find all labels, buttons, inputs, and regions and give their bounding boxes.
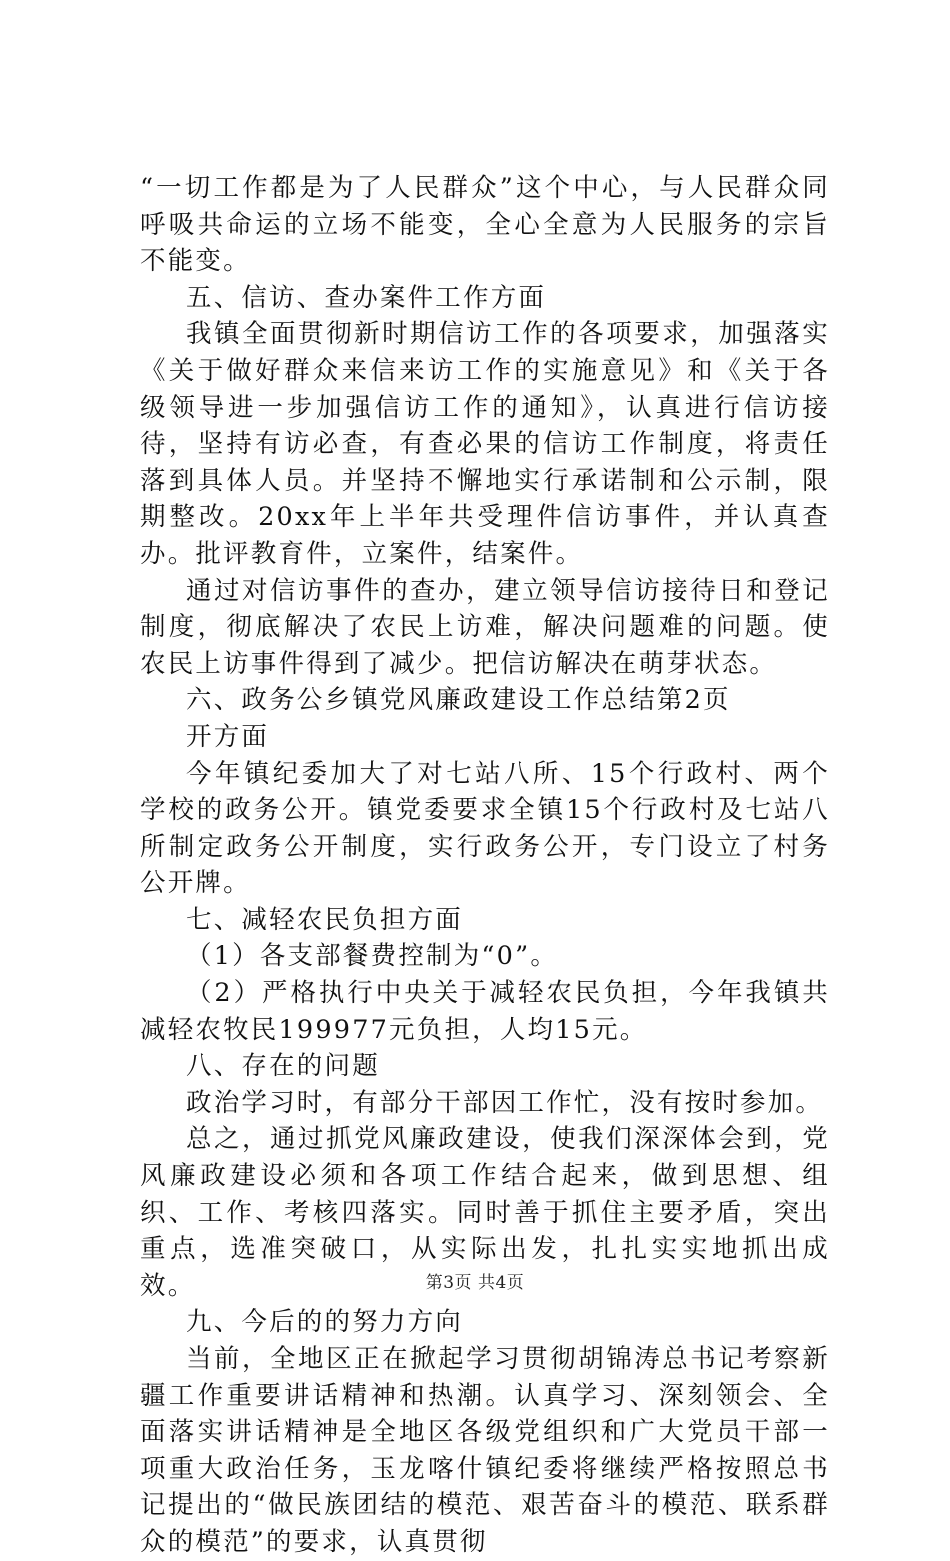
list-item: （1）各支部餐费控制为“0”。 [186,941,559,972]
paragraph: 当前，全地区正在掀起学习贯彻胡锦涛总书记考察新疆工作重要讲话精神和热潮。认真学习、深刻领会、全面落实讲话精神是全地区各级党组织和广大党员干部一项重大政治任务，玉龙喀什镇纪委将继续严格按照总书记提出的“做民族团结的模范、艰苦奋斗的模范、联系群众的模范”的要求，认真贯彻 [140,1344,830,1557]
paragraph: 今年镇纪委加大了对七站八所、15个行政村、两个学校的政务公开。镇党委要求全镇15个行政村及七站八所制定政务公开制度，实行政务公开，专门设立了村务公开牌。 [140,758,830,899]
section-heading: 五、信访、查办案件工作方面 [186,282,547,313]
paragraph: 通过对信访事件的查办，建立领导信访接待日和登记制度，彻底解决了农民上访难，解决问题难的问题。使农民上访事件得到了减少。把信访解决在萌芽状态。 [140,575,830,679]
paragraph: 总之，通过抓党风廉政建设，使我们深深体会到，党风廉政建设必须和各项工作结合起来，做到思想、组织、工作、考核四落实。同时善于抓住主要矛盾，突出重点，选准突破口，从实际出发，扎扎实实地抓出成效。 [140,1124,830,1301]
section-heading: 六、政务公乡镇党风廉政建设工作总结第2页 [186,685,731,716]
paragraph: 政治学习时，有部分干部因工作忙，没有按时参加。 [186,1087,824,1118]
page-footer: 第3页 共4页 [425,1273,525,1293]
section-heading: 九、今后的的努力方向 [186,1307,464,1338]
list-item: （2）严格执行中央关于减轻农民负担，今年我镇共减轻农牧民199977元负担，人均15元。 [140,978,830,1045]
section-heading: 八、存在的问题 [186,1051,380,1082]
section-heading-continued: 开方面 [186,721,270,752]
paragraph: 我镇全面贯彻新时期信访工作的各项要求，加强落实《关于做好群众来信来访工作的实施意见》和《关于各级领导进一步加强信访工作的通知》，认真进行信访接待，坚持有访必查，有查必果的信访工作制度，将责任落到具体人员。并坚持不懈地实行承诺制和公示制，限期整改。20xx年上半年共受理件信访事件，并认真查办。批评教育件，立案件，结案件。 [140,319,830,569]
paragraph: “一切工作都是为了人民群众”这个中心，与人民群众同呼吸共命运的立场不能变，全心全意为人民服务的宗旨不能变。 [140,173,830,277]
section-heading: 七、减轻农民负担方面 [186,904,464,935]
document-body [140,170,830,1561]
